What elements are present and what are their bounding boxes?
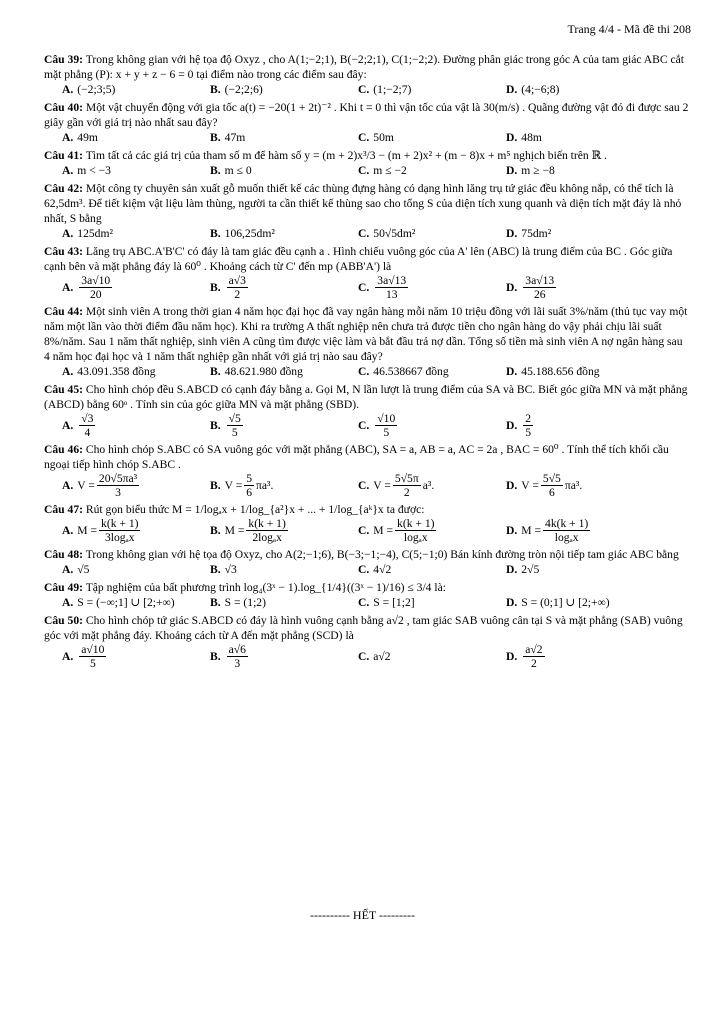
option-suffix: πa³. (256, 479, 274, 492)
answer-options (62, 130, 691, 145)
option-c[interactable] (358, 274, 506, 301)
option-letter: B. (210, 164, 221, 177)
option-d[interactable] (506, 562, 654, 577)
fraction-numerator: 5 (246, 472, 253, 485)
option-b[interactable] (210, 517, 358, 544)
fraction-numerator: 3a√10 (81, 274, 111, 287)
question-45 (44, 382, 691, 412)
option-letter: D. (506, 563, 518, 576)
fraction-denominator: 4 (84, 426, 91, 439)
option-value: m ≥ −8 (521, 164, 555, 177)
option-prefix: V = (521, 479, 539, 492)
fraction-denominator: logₐx (403, 531, 428, 544)
option-d[interactable] (506, 412, 654, 439)
question-number: Câu 49: (44, 581, 83, 594)
question-text: Một sinh viên A trong thời gian 4 năm học đại học đã vay ngân hàng mỗi năm 10 triệu đồng với lãi suất 3%/năm (thủ tục vay một năm một lần vào thời điểm đầu năm học). Khi ra trường A thất nghiệp nên chưa trả được tiền cho ngân hàng do vậy phải chịu lãi suất 8%/năm. Sau 1 năm thất nghiệp, sinh viên A cũng tìm được việc làm và bắt đầu trả nợ dần. Tổng số tiền mà sinh viên A nợ ngân hàng sau 4 năm học đại học và 1 năm thất nghiệp gần nhất với giá trị nào sau đây? (44, 305, 688, 363)
option-letter: D. (506, 596, 518, 609)
fraction-numerator: a√3 (228, 274, 246, 287)
option-value: √3 (224, 563, 237, 576)
fraction (79, 643, 106, 670)
fraction-denominator: 5 (231, 426, 238, 439)
fraction (523, 274, 556, 301)
option-prefix: V = (224, 479, 243, 492)
option-letter: B. (210, 131, 221, 144)
option-suffix: πa³. (564, 479, 583, 492)
option-letter: D. (506, 365, 518, 378)
option-letter: D. (506, 227, 518, 240)
option-c[interactable] (358, 226, 506, 241)
option-letter: B. (210, 650, 221, 663)
option-c[interactable] (358, 412, 506, 439)
option-letter: D. (506, 479, 518, 492)
option-c[interactable] (358, 82, 506, 97)
question-39 (44, 52, 691, 82)
option-d[interactable] (506, 130, 654, 145)
fraction-denominator: 3 (115, 486, 121, 499)
option-letter: A. (62, 596, 74, 609)
fraction (227, 412, 243, 439)
option-letter: D. (506, 281, 518, 294)
option-value: 43.091.358 đồng (77, 365, 156, 378)
option-prefix: M = (77, 524, 98, 537)
option-c[interactable] (358, 130, 506, 145)
question-text: Cho hình chóp S.ABC có SA vuông góc với mặt phẳng (ABC), SA = a, AB = a, AC = 2a , BAC = 60⁰ . Tính thể tích khối cầu ngoại tiếp hình chóp S.ABC . (44, 443, 669, 471)
questions-container (44, 52, 691, 673)
option-d[interactable] (506, 643, 654, 670)
option-letter: C. (358, 524, 370, 537)
option-letter: C. (358, 365, 370, 378)
option-c[interactable] (358, 163, 506, 178)
answer-options (62, 163, 691, 178)
fraction (227, 643, 248, 670)
question-text: Tập nghiệm của bất phương trình log₄(3ˣ − 1).log_{1/4}((3ˣ − 1)/16) ≤ 3/4 là: (85, 581, 446, 594)
option-letter: D. (506, 131, 518, 144)
fraction-numerator: a√10 (81, 643, 105, 656)
option-value: √5 (77, 563, 90, 576)
fraction-denominator: 2 (403, 486, 410, 499)
fraction (79, 274, 112, 301)
option-letter: A. (62, 131, 74, 144)
option-letter: A. (62, 650, 74, 663)
fraction-numerator: 3a√13 (377, 274, 407, 287)
option-a[interactable] (62, 643, 210, 670)
option-b[interactable] (210, 82, 358, 97)
option-value: S = (0;1] ∪ [2;+∞) (521, 596, 610, 609)
fraction-numerator: 4k(k + 1) (545, 517, 589, 530)
question-41 (44, 148, 691, 163)
question-text: Cho hình chóp tứ giác S.ABCD có đáy là hình vuông cạnh bằng a√2 , tam giác SAB vuông cân tại S và mặt phẳng (SAB) vuông góc với mặt phẳng đáy. Khoảng cách từ A đến mặt phẳng (SCD) là (44, 614, 683, 642)
fraction-denominator: 13 (385, 288, 398, 301)
fraction-denominator: 6 (246, 486, 253, 499)
option-letter: C. (358, 83, 370, 96)
answer-options (62, 82, 691, 97)
fraction-numerator: √10 (377, 412, 396, 425)
option-letter: A. (62, 479, 74, 492)
option-value: 106,25dm² (224, 227, 275, 240)
fraction-denominator: 5 (383, 426, 390, 439)
fraction (523, 412, 533, 439)
fraction (375, 274, 408, 301)
question-number: Câu 48: (44, 548, 83, 561)
option-c[interactable] (358, 643, 506, 670)
option-d[interactable] (506, 82, 654, 97)
option-value: (−2;2;6) (224, 83, 263, 96)
option-letter: C. (358, 596, 370, 609)
option-letter: C. (358, 131, 370, 144)
option-a[interactable] (62, 412, 210, 439)
option-value: S = [1;2] (373, 596, 415, 609)
option-letter: B. (210, 365, 221, 378)
fraction-denominator: 5 (89, 657, 96, 670)
option-d[interactable] (506, 595, 654, 610)
option-letter: D. (506, 524, 518, 537)
question-40 (44, 100, 691, 130)
fraction-numerator: 3a√13 (525, 274, 555, 287)
option-letter: D. (506, 419, 518, 432)
fraction-numerator: k(k + 1) (397, 517, 435, 530)
option-c[interactable] (358, 472, 506, 499)
option-b[interactable] (210, 643, 358, 670)
question-number: Câu 47: (44, 503, 83, 516)
option-prefix: V = (77, 479, 95, 492)
option-d[interactable] (506, 364, 654, 379)
option-d[interactable] (506, 163, 654, 178)
question-number: Câu 40: (44, 101, 83, 114)
fraction-numerator: k(k + 1) (248, 517, 286, 530)
answer-options (62, 472, 691, 499)
option-value: 50√5dm² (373, 227, 416, 240)
question-48 (44, 547, 691, 562)
option-d[interactable] (506, 274, 654, 301)
answer-options (62, 643, 691, 670)
option-suffix: a³. (422, 479, 435, 492)
question-text: Cho hình chóp đều S.ABCD có cạnh đáy bằng a. Gọi M, N lần lượt là trung điểm của SA và BC. Biết góc giữa MN và mặt phẳng (ABCD) bằng 60ᵒ . Tính sin của góc giữa MN và mặt phẳng (SBD). (44, 383, 688, 411)
fraction (375, 412, 397, 439)
spacer (44, 670, 691, 673)
fraction (523, 643, 544, 670)
answer-options (62, 562, 691, 577)
option-value: (−2;3;5) (77, 83, 116, 96)
option-letter: A. (62, 227, 74, 240)
fraction-denominator: logₐx (554, 531, 579, 544)
option-letter: B. (210, 479, 221, 492)
option-letter: C. (358, 164, 370, 177)
option-a[interactable] (62, 82, 210, 97)
option-a[interactable] (62, 517, 210, 544)
option-c[interactable] (358, 595, 506, 610)
option-value: a√2 (373, 650, 391, 663)
question-43 (44, 244, 691, 274)
question-47 (44, 502, 691, 517)
option-value: 46.538667 đồng (373, 365, 449, 378)
fraction (227, 274, 248, 301)
option-letter: C. (358, 563, 370, 576)
option-value: 2√5 (521, 563, 540, 576)
option-letter: C. (358, 650, 370, 663)
fraction-denominator: 6 (548, 486, 555, 499)
option-value: S = (−∞;1] ∪ [2;+∞) (77, 596, 175, 609)
option-c[interactable] (358, 364, 506, 379)
question-number: Câu 44: (44, 305, 83, 318)
fraction (543, 517, 590, 544)
option-value: 75dm² (521, 227, 552, 240)
option-value: 48m (521, 131, 542, 144)
option-value: 45.188.656 đồng (521, 365, 600, 378)
fraction-denominator: 2 (531, 657, 537, 670)
fraction-numerator: 5√5π (394, 472, 419, 485)
question-text: Tìm tất cả các giá trị của tham số m để hàm số y = (m + 2)x³/3 − (m + 2)x² + (m − 8)x + m⁵ nghịch biến trên ℝ . (85, 149, 608, 162)
option-d[interactable] (506, 517, 654, 544)
question-text: Một công ty chuyên sản xuất gỗ muốn thiết kế các thùng đựng hàng có dạng hình lăng trụ tứ giác đều không nắp, có thể tích là 62,5dm³. Để tiết kiệm vật liệu làm thùng, người ta cần thiết kế thùng sao cho tổng S của diện tích xung quanh và diện tích mặt đáy là nhỏ nhất, S bằng (44, 182, 682, 225)
option-letter: B. (210, 563, 221, 576)
option-b[interactable] (210, 595, 358, 610)
question-49 (44, 580, 691, 595)
question-number: Câu 42: (44, 182, 83, 195)
fraction-numerator: 20√5πa³ (98, 472, 138, 485)
option-letter: A. (62, 281, 74, 294)
option-b[interactable] (210, 562, 358, 577)
option-a[interactable] (62, 595, 210, 610)
fraction-numerator: a√6 (228, 643, 246, 656)
question-50 (44, 613, 691, 643)
fraction (395, 517, 436, 544)
option-c[interactable] (358, 517, 506, 544)
option-value: S = (1;2) (224, 596, 266, 609)
option-letter: A. (62, 365, 74, 378)
fraction-denominator: 2 (234, 288, 241, 301)
option-a[interactable] (62, 472, 210, 499)
answer-options (62, 595, 691, 610)
option-prefix: M = (224, 524, 245, 537)
answer-options (62, 364, 691, 379)
option-a[interactable] (62, 130, 210, 145)
option-letter: B. (210, 227, 221, 240)
option-letter: B. (210, 419, 221, 432)
fraction-numerator: k(k + 1) (101, 517, 139, 530)
option-letter: A. (62, 524, 74, 537)
option-a[interactable] (62, 163, 210, 178)
option-b[interactable] (210, 472, 358, 499)
question-text: Rút gọn biểu thức M = 1/logₐx + 1/log_{a²}x + ... + 1/log_{aᵏ}x ta được: (85, 503, 425, 516)
option-letter: A. (62, 563, 74, 576)
option-b[interactable] (210, 130, 358, 145)
fraction-denominator: 26 (533, 288, 546, 301)
fraction-denominator: 3logₐx (104, 531, 135, 544)
option-a[interactable] (62, 562, 210, 577)
option-value: m ≤ 0 (224, 164, 252, 177)
fraction-numerator: a√2 (525, 643, 543, 656)
option-letter: D. (506, 650, 518, 663)
fraction (244, 472, 254, 499)
question-number: Câu 50: (44, 614, 83, 627)
option-letter: B. (210, 524, 221, 537)
fraction-numerator: √3 (81, 412, 94, 425)
question-number: Câu 39: (44, 53, 83, 66)
option-prefix: M = (373, 524, 394, 537)
option-b[interactable] (210, 226, 358, 241)
fraction (393, 472, 421, 499)
option-prefix: V = (373, 479, 391, 492)
option-letter: C. (358, 281, 370, 294)
answer-options (62, 412, 691, 439)
question-text: Trong không gian với hệ tọa độ Oxyz, cho A(2;−1;6), B(−3;−1;−4), C(5;−1;0) Bán kính đường tròn nội tiếp tam giác ABC bằng (85, 548, 679, 561)
option-b[interactable] (210, 364, 358, 379)
answer-options (62, 274, 691, 301)
option-letter: D. (506, 164, 518, 177)
fraction (246, 517, 287, 544)
option-d[interactable] (506, 472, 654, 499)
fraction (97, 472, 139, 499)
fraction (99, 517, 140, 544)
question-text: Trong không gian với hệ tọa độ Oxyz , cho A(1;−2;1), B(−2;2;1), C(1;−2;2). Đường phân giác trong góc A của tam giác ABC cắt mặt phẳng (P): x + y + z − 6 = 0 tại điểm nào trong các điểm sau đây: (44, 53, 685, 81)
option-value: (1;−2;7) (373, 83, 412, 96)
option-prefix: M = (521, 524, 542, 537)
option-letter: B. (210, 83, 221, 96)
question-44 (44, 304, 691, 364)
option-letter: A. (62, 419, 74, 432)
option-c[interactable] (358, 562, 506, 577)
fraction-numerator: 5√5 (542, 472, 561, 485)
option-letter: C. (358, 227, 370, 240)
fraction (79, 412, 95, 439)
option-letter: C. (358, 419, 370, 432)
answer-options (62, 517, 691, 544)
fraction-denominator: 20 (89, 288, 102, 301)
page-footer: ---------- HẾT --------- (309, 908, 416, 922)
fraction-numerator: 2 (525, 412, 532, 425)
option-value: 47m (224, 131, 246, 144)
option-value: (4;−6;8) (521, 83, 560, 96)
option-letter: B. (210, 596, 221, 609)
option-b[interactable] (210, 412, 358, 439)
question-number: Câu 45: (44, 383, 83, 396)
option-value: 49m (77, 131, 98, 144)
option-value: 50m (373, 131, 394, 144)
question-number: Câu 46: (44, 443, 83, 456)
question-46 (44, 442, 691, 472)
option-a[interactable] (62, 364, 210, 379)
option-value: 4√2 (373, 563, 392, 576)
fraction (541, 472, 563, 499)
question-42 (44, 181, 691, 226)
option-letter: C. (358, 479, 370, 492)
question-number: Câu 43: (44, 245, 83, 258)
option-letter: A. (62, 83, 74, 96)
fraction-denominator: 5 (525, 426, 532, 439)
fraction-denominator: 2logₐx (252, 531, 282, 544)
option-letter: B. (210, 281, 221, 294)
option-letter: A. (62, 164, 74, 177)
option-d[interactable] (506, 226, 654, 241)
option-a[interactable] (62, 226, 210, 241)
option-value: 48.621.980 đồng (224, 365, 303, 378)
fraction-numerator: √5 (228, 412, 241, 425)
option-b[interactable] (210, 274, 358, 301)
question-text: Lăng trụ ABC.A'B'C' có đáy là tam giác đều cạnh a . Hình chiếu vuông góc của A' lên (ABC) là trung điểm của BC . Góc giữa cạnh bên và mặt phẳng đáy là 60⁰ . Khoảng cách từ C' đến mp (ABB'A') là (44, 245, 673, 273)
option-value: m < −3 (77, 164, 111, 177)
answer-options (62, 226, 691, 241)
question-text: Một vật chuyển động với gia tốc a(t) = −20(1 + 2t)⁻² . Khi t = 0 thì vận tốc của vật là 30(m/s) . Quãng đường vật đó đi được sau 2 giây gần với giá trị nào nhất sau đây? (44, 101, 689, 129)
option-b[interactable] (210, 163, 358, 178)
option-value: 125dm² (77, 227, 113, 240)
question-number: Câu 41: (44, 149, 83, 162)
fraction-denominator: 3 (234, 657, 241, 670)
option-letter: D. (506, 83, 518, 96)
option-value: m ≤ −2 (373, 164, 407, 177)
option-a[interactable] (62, 274, 210, 301)
page-header: Trang 4/4 - Mã đề thi 208 (567, 22, 691, 36)
